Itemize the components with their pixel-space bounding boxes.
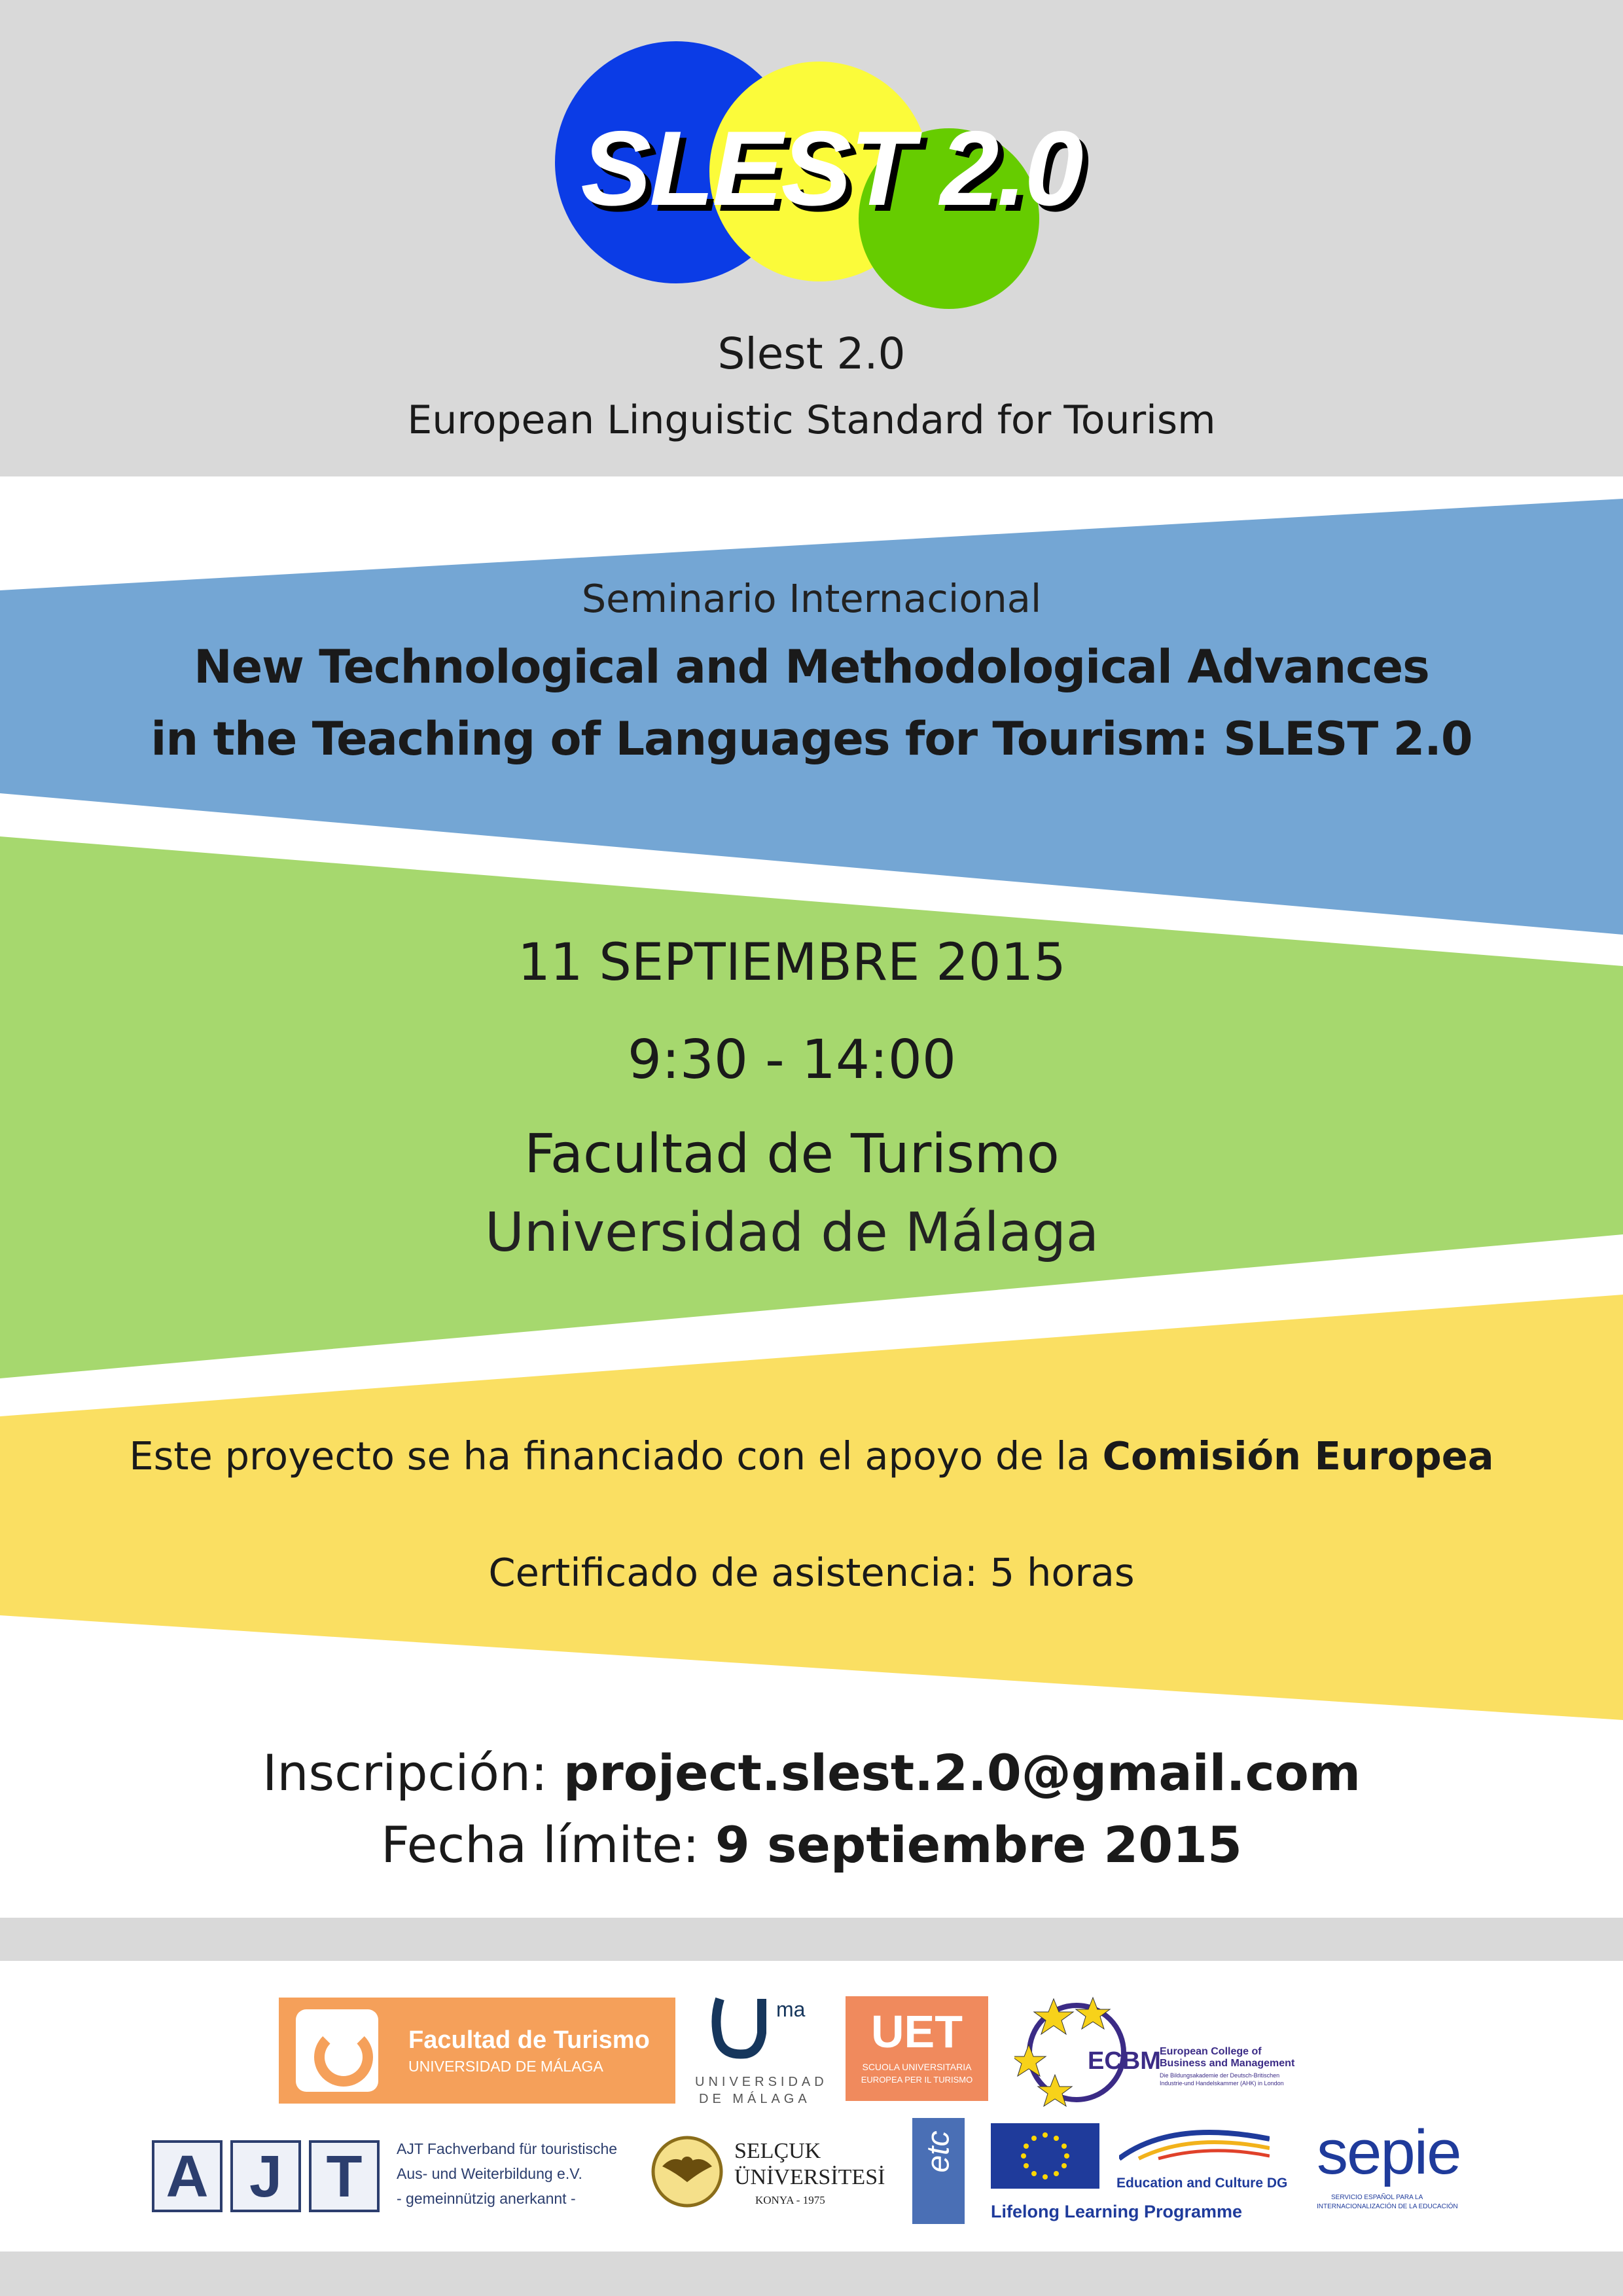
ajt-letter-j: J [230, 2140, 301, 2212]
yellow-band [0, 1295, 1623, 1720]
ajt-line1: AJT Fachverband für touristische [397, 2140, 618, 2157]
green-band [0, 836, 1623, 1378]
selcuk-name-line1: SELÇUK [734, 2139, 821, 2163]
event-institution: Universidad de Málaga [484, 1202, 1099, 1264]
facultad-turismo-logo [279, 1998, 675, 2104]
ecbm-logo [1014, 1992, 1355, 2110]
uma-name-line2: DE MÁLAGA [699, 2092, 811, 2106]
eu-caption-line2: Lifelong Learning Programme [991, 2202, 1243, 2221]
ecbm-name: ECBM [1088, 2047, 1161, 2075]
funder-name: Comisión Europea [1102, 1433, 1494, 1479]
eu-caption-line1: Education and Culture DG [1116, 2176, 1288, 2191]
deadline-line [0, 1816, 1623, 1874]
etc-name: etc [921, 2130, 956, 2173]
sepie-sub-line1: SERVICIO ESPAÑOL PARA LA [1331, 2194, 1423, 2201]
facultad-logo-name: Facultad de Turismo [408, 2026, 650, 2054]
facultad-logo-sub: UNIVERSIDAD DE MÁLAGA [408, 2058, 603, 2075]
funding-text: Este proyecto se ha financiado con el apoyo de la [129, 1433, 1103, 1479]
seminar-kicker: Seminario Internacional [581, 576, 1042, 621]
uet-name: UET [871, 2006, 963, 2057]
deadline-label: Fecha límite: [381, 1816, 715, 1874]
ajt-logo [152, 2140, 636, 2220]
uet-sub-line1: SCUOLA UNIVERSITARIA [862, 2062, 972, 2072]
selcuk-eagle-icon [649, 2134, 725, 2210]
ajt-letter-t: T [309, 2140, 380, 2212]
registration-line [0, 1744, 1623, 1802]
selcuk-logo [649, 2132, 898, 2211]
selcuk-sub: KONYA - 1975 [755, 2194, 825, 2206]
event-date: 11 SEPTIEMBRE 2015 [518, 933, 1066, 992]
registration-label: Inscripción: [262, 1744, 563, 1802]
ajt-letter-a: A [152, 2140, 223, 2212]
ecbm-full-line2: Business and Management [1160, 2058, 1295, 2069]
sepie-name: sepie [1317, 2117, 1461, 2187]
event-time: 9:30 - 14:00 [627, 1029, 957, 1091]
ajt-line3: - gemeinnützig anerkannt - [397, 2190, 576, 2207]
uma-name-line1: UNIVERSIDAD [695, 2075, 828, 2089]
ecbm-full-line1: European College of [1160, 2046, 1262, 2057]
uma-mark: ma [776, 1998, 806, 2021]
seminar-title-line1: New Technological and Methodological Advances [194, 640, 1429, 694]
logo-title: SLEST 2.0 [580, 109, 1082, 228]
registration-email-link[interactable]: project.slest.2.0@gmail.com [563, 1744, 1361, 1802]
eu-flag-icon [991, 2123, 1099, 2189]
eu-lifelong-learning-logo [991, 2123, 1305, 2228]
uma-logo [694, 1994, 828, 2111]
funding-statement [0, 1433, 1623, 1479]
footer-separator [0, 1918, 1623, 1961]
sepie-sub-line2: INTERNACIONALIZACIÓN DE LA EDUCACIÓN [1317, 2203, 1458, 2210]
footer-bottom-band [0, 2251, 1623, 2296]
selcuk-name-line2: ÜNİVERSİTESİ [734, 2165, 885, 2189]
project-name: Slest 2.0 [717, 329, 906, 379]
ecbm-desc-line1: Die Bildungsakademie der Deutsch-Britischen [1160, 2072, 1280, 2079]
sepie-logo [1317, 2117, 1507, 2215]
facultad-emblem-icon [296, 2009, 378, 2092]
project-subtitle: European Linguistic Standard for Tourism [407, 397, 1216, 443]
ecbm-desc-line2: Industrie-und Handelskammer (AHK) in London [1160, 2080, 1284, 2087]
uet-logo [846, 1996, 988, 2101]
certificate-info: Certificado de asistencia: 5 horas [488, 1550, 1135, 1595]
uet-sub-line2: EUROPEA PER IL TURISMO [861, 2075, 973, 2085]
deadline-date: 9 septiembre 2015 [715, 1816, 1242, 1874]
etc-logo [912, 2118, 965, 2224]
eu-swoosh-icon [1119, 2126, 1270, 2165]
ajt-line2: Aus- und Weiterbildung e.V. [397, 2165, 582, 2182]
seminar-title-line2: in the Teaching of Languages for Tourism: SLEST 2.0 [151, 712, 1472, 766]
event-venue: Facultad de Turismo [524, 1123, 1060, 1185]
